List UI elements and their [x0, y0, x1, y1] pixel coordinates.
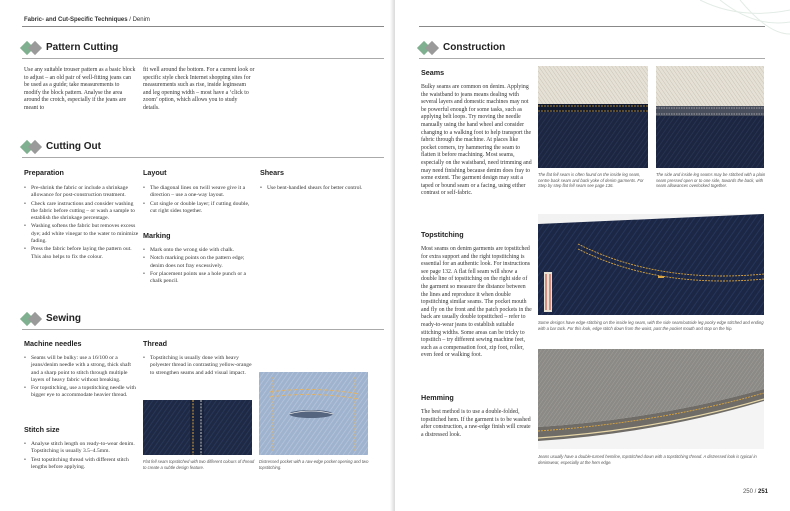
marking-list: [143, 247, 255, 286]
running-header-section: Fabric- and Cut-Specific Techniques: [24, 17, 128, 23]
preparation-heading: Preparation: [24, 168, 64, 177]
photo-distressed-pocket: [259, 372, 368, 455]
page-number-left: 250: [742, 489, 753, 495]
side-seam-image: [656, 66, 764, 168]
topstitching-text: Most seams on denim garments are topstitched for extra support and the right topstitching is essential for an authentic look. For instructions see page 132. A flat fell seam will show a double line of topstitching on the right side of the garment so measure the distance between the lines and reproduce it when double topstitching similar seams. The pocket mouth and fly on the front and the patch pockets in the back are usually double topstitched – refer to ready-to-wear jeans to establish suitable stitching widths. Some areas can be tricky to topstitch – try different sewing machine feet, such as a compensation foot, zip foot, roller, even feed or walking foot.: [421, 246, 532, 359]
marking-heading: Marking: [143, 231, 171, 240]
pattern-cutting-text-col2: fit well around the bottom. For a current look or specific style check Internet shopping sites for measurements such as rise, inside leginseam and leg opening width – most have a ‘click to zoom’ option, which allows you to study details.: [143, 67, 255, 111]
hem-image: [538, 349, 764, 449]
jeans-image: [538, 214, 764, 315]
layout-heading: Layout: [143, 168, 167, 177]
list-item: • Cut single or double layer; if cutting double, cut right sides together.: [143, 201, 255, 216]
diamond-bullet-icon: [22, 314, 38, 324]
list-item: • Topstitching is usually done with heavy polyester thread in contrasting yellow-orange to strengthen seams and add visual impact.: [143, 355, 255, 377]
section-title: Pattern Cutting: [46, 42, 119, 53]
section-cutting-out: [22, 141, 101, 152]
caption-distressed-pocket: Distressed pocket with a raw-edge pocket opening and two topstitching.: [259, 459, 369, 470]
section-rule: [419, 58, 765, 59]
caption-flat-fell: Flat fell seam topstitched with two different colours of thread to create a subtle design feature.: [143, 459, 255, 470]
layout-list: [143, 185, 255, 216]
page-numbers: [743, 489, 768, 495]
denim-seam-image: [143, 400, 252, 455]
page-number-separator: /: [752, 489, 758, 495]
section-rule: [22, 58, 384, 59]
section-title: Construction: [443, 42, 506, 53]
hemming-heading: Hemming: [421, 393, 454, 402]
hemming-text: The best method is to use a double-folded, topstitched hem. If the garment is to be washed after construction, a raw-edge finish will create a distressed look.: [421, 409, 531, 438]
list-item: • Mark onto the wrong side with chalk.: [143, 247, 255, 254]
section-rule: [22, 157, 384, 158]
header-rule: [22, 26, 384, 27]
running-header-topic: Denim: [132, 17, 150, 23]
list-item: • Washing softens the fabric but removes excess dye; add white vinegar to the water to minimize fading.: [24, 223, 139, 245]
distressed-pocket-image: [259, 372, 368, 455]
caption-hem: Jeans usually have a double-turned hemline, topstitched down with a topstitching thread. A distressed look is typical in denimwear, especially at the hem edge.: [538, 454, 757, 465]
seams-text: Bulky seams are common on denim. Applying the waistband to jeans means dealing with several layers and domestic machines may not be powerful enough for some tasks, such as applying belt loops. Try moving the needle manually using the hand wheel and consider changing to a walking foot to help transport the fabric through the machine. At places like pocket corners, try hammering the seam to flatten it before machining. Most seams, especially on the waistband, need trimming and may need finishing because denim does fray to some extent. The garment design may suit a taped or bound seam or a facing, using either contrast or self-fabric.: [421, 84, 532, 197]
section-pattern-cutting: [22, 42, 118, 53]
photo-fell-seam: [538, 66, 648, 168]
running-header-separator: /: [127, 17, 133, 23]
caption-side-seam: The side and inside leg seams may be stitched with a plain seam pressed open or to one side, towards the back, with seam allowances overlocked together.: [656, 172, 766, 189]
diamond-bullet-icon: [22, 43, 38, 53]
caption-fell-seam: The flat fell seam is often found on the inside leg seam, centre back seam and back yoke of denim garments. For Step by step flat fell seam see page 136.: [538, 172, 644, 189]
header-rule: [419, 26, 765, 27]
topstitching-heading: Topstitching: [421, 230, 464, 239]
section-title: Sewing: [46, 313, 82, 324]
list-item: • Analyse stitch length on ready-to-wear denim. Topstitching is usually 3.5–4.5mm.: [24, 441, 139, 456]
right-page: [395, 0, 790, 511]
stitch-size-list: [24, 441, 139, 472]
section-sewing: [22, 313, 81, 324]
list-item: • Use bent-handled shears for better control.: [260, 185, 372, 192]
diamond-bullet-icon: [22, 142, 38, 152]
list-item: • For placement points use a hole punch or a chalk pencil.: [143, 271, 255, 286]
section-construction: [419, 42, 505, 53]
list-item: • Check care instructions and consider washing the fabric before cutting – or wash a sample to establish the shrinkage percentage.: [24, 201, 139, 223]
machine-needles-list: [24, 355, 139, 401]
thread-heading: Thread: [143, 339, 167, 348]
list-item: • Press the fabric before laying the pattern out. This also helps to fix the colour.: [24, 246, 139, 261]
fell-seam-image: [538, 66, 648, 168]
list-item: • Test topstitching thread with different stitch lengths before applying.: [24, 457, 139, 472]
section-rule: [22, 329, 384, 330]
list-item: • Pre-shrink the fabric or include a shrinkage allowance for post-construction treatment.: [24, 185, 139, 200]
photo-jeans-topstitching: [538, 214, 764, 315]
running-header: [24, 17, 150, 23]
shears-heading: Shears: [260, 168, 284, 177]
seams-heading: Seams: [421, 68, 445, 77]
machine-needles-heading: Machine needles: [24, 339, 82, 348]
stitch-size-heading: Stitch size: [24, 425, 60, 434]
left-page: [0, 0, 393, 511]
thread-list: [143, 355, 255, 378]
section-title: Cutting Out: [46, 141, 101, 152]
list-item: • Seams will be bulky: use a 16/100 or a jeans/denim needle with a strong, thick shaft and a sharp point to stitch through multiple layers of heavy fabric without breaking.: [24, 355, 139, 384]
pattern-cutting-text-col1: Use any suitable trouser pattern as a basic block to adjust – an old pair of well-fitting jeans can be used as a guide; take measurements to modify the block pattern. Analyse the area around the crotch, especially if the jeans are meant to: [24, 67, 136, 111]
list-item: • The diagonal lines on twill weave give it a direction – use a one-way layout.: [143, 185, 255, 200]
photo-side-seam: [656, 66, 764, 168]
corner-decoration: [680, 0, 790, 40]
photo-hem: [538, 349, 764, 449]
caption-jeans: Some designs have edge-stitching on the inside leg seam, with the side seam/outside leg pocky edge stitched and ending with a bar tack. For this look, edge stitch down from the waist, past the pocket mouth and stop on the hip.: [538, 320, 764, 331]
shears-list: [260, 185, 372, 193]
diamond-bullet-icon: [419, 43, 435, 53]
preparation-list: [24, 185, 139, 262]
list-item: • For topstitching, use a topstitching needle with bigger eye to accommodate heavier thread.: [24, 385, 139, 400]
page-number-right: 251: [757, 489, 768, 495]
photo-flat-fell-seam: [143, 400, 252, 455]
list-item: • Notch marking points on the pattern edge; denim does not fray excessively.: [143, 255, 255, 270]
